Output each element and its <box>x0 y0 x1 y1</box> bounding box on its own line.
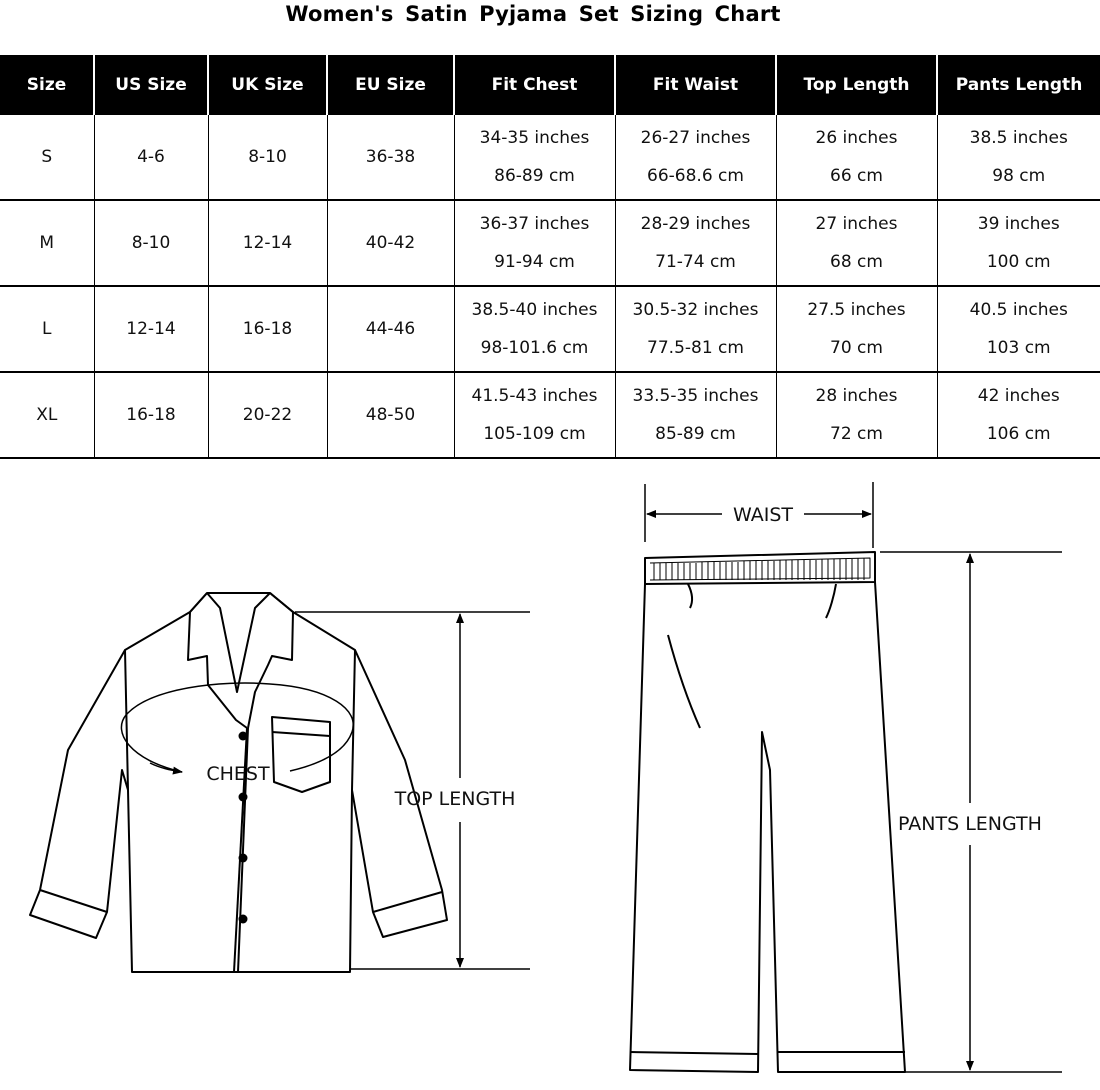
button-dot <box>239 854 248 863</box>
pants-length-cell <box>937 115 1100 200</box>
pants-length-label: PANTS LENGTH <box>898 813 1042 835</box>
top-length-cell <box>776 200 937 286</box>
pants-icon <box>630 552 905 1072</box>
top-length-cell <box>776 372 937 458</box>
size-cell: M <box>0 200 94 286</box>
size-cell: XL <box>0 372 94 458</box>
top-cm: 66 cm <box>830 166 883 186</box>
pants-cm: 98 cm <box>992 166 1046 186</box>
fit-waist-cell <box>615 115 776 200</box>
uk-size-cell: 20-22 <box>208 372 327 458</box>
eu-size-cell: 48-50 <box>327 372 454 458</box>
us-size-cell: 12-14 <box>94 286 208 372</box>
top-inches: 26 inches <box>815 128 898 148</box>
chest-inches: 36-37 inches <box>479 214 590 234</box>
waist-inches: 30.5-32 inches <box>632 300 759 320</box>
pants-inches: 38.5 inches <box>969 128 1068 148</box>
pants-inches: 39 inches <box>977 214 1060 234</box>
top-length-label: TOP LENGTH <box>394 788 516 810</box>
column-header-us-size: US Size <box>94 55 208 115</box>
chest-inches: 34-35 inches <box>479 128 590 148</box>
waist-measure <box>645 482 873 548</box>
pants-cm: 106 cm <box>986 424 1051 444</box>
us-size-cell: 16-18 <box>94 372 208 458</box>
pants-inches: 40.5 inches <box>969 300 1068 320</box>
table-row <box>0 200 1100 286</box>
top-cm: 72 cm <box>830 424 883 444</box>
column-header-fit-chest: Fit Chest <box>454 55 615 115</box>
waist-inches: 28-29 inches <box>640 214 751 234</box>
fit-chest-cell <box>454 115 615 200</box>
fit-chest-cell <box>454 286 615 372</box>
waist-label: WAIST <box>732 504 794 526</box>
top-inches: 28 inches <box>815 386 898 406</box>
pants-length-cell <box>937 286 1100 372</box>
pants-length-cell <box>937 372 1100 458</box>
size-cell: L <box>0 286 94 372</box>
sizing-table <box>0 55 1100 459</box>
waist-inches: 26-27 inches <box>640 128 751 148</box>
fit-waist-cell <box>615 286 776 372</box>
waist-cm: 66-68.6 cm <box>647 166 744 186</box>
table-row <box>0 286 1100 372</box>
pants-cm: 100 cm <box>986 252 1051 272</box>
eu-size-cell: 40-42 <box>327 200 454 286</box>
chest-inches: 41.5-43 inches <box>471 386 598 406</box>
column-header-fit-waist: Fit Waist <box>615 55 776 115</box>
uk-size-cell: 16-18 <box>208 286 327 372</box>
pants-inches: 42 inches <box>977 386 1060 406</box>
button-dot <box>239 732 248 741</box>
chest-cm: 105-109 cm <box>483 424 586 444</box>
fit-chest-cell <box>454 372 615 458</box>
top-inches: 27 inches <box>815 214 898 234</box>
table-row <box>0 372 1100 458</box>
eu-size-cell: 44-46 <box>327 286 454 372</box>
page-title: Women's Satin Pyjama Set Sizing Chart <box>285 2 781 26</box>
button-dot <box>239 793 248 802</box>
chest-cm: 86-89 cm <box>494 166 575 186</box>
waist-cm: 77.5-81 cm <box>647 338 744 358</box>
button-dot <box>239 915 248 924</box>
chest-label: CHEST <box>206 763 270 785</box>
column-header-size: Size <box>0 55 94 115</box>
table-row <box>0 115 1100 200</box>
chest-cm: 91-94 cm <box>494 252 575 272</box>
column-header-eu-size: EU Size <box>327 55 454 115</box>
column-header-uk-size: UK Size <box>208 55 327 115</box>
column-header-pants-length: Pants Length <box>937 55 1100 115</box>
waist-cm: 71-74 cm <box>655 252 736 272</box>
uk-size-cell: 8-10 <box>208 115 327 200</box>
waist-cm: 85-89 cm <box>655 424 736 444</box>
uk-size-cell: 12-14 <box>208 200 327 286</box>
chest-cm: 98-101.6 cm <box>480 338 589 358</box>
size-cell: S <box>0 115 94 200</box>
pants-length-measure <box>880 552 1062 1072</box>
top-length-cell <box>776 286 937 372</box>
top-length-cell <box>776 115 937 200</box>
waist-inches: 33.5-35 inches <box>632 386 759 406</box>
pants-length-cell <box>937 200 1100 286</box>
fit-waist-cell <box>615 372 776 458</box>
measurement-diagram <box>0 460 1100 1090</box>
pants-cm: 103 cm <box>986 338 1051 358</box>
top-cm: 70 cm <box>830 338 883 358</box>
chest-inches: 38.5-40 inches <box>471 300 598 320</box>
table-header-row <box>0 55 1100 115</box>
fit-waist-cell <box>615 200 776 286</box>
column-header-top-length: Top Length <box>776 55 937 115</box>
eu-size-cell: 36-38 <box>327 115 454 200</box>
fit-chest-cell <box>454 200 615 286</box>
us-size-cell: 8-10 <box>94 200 208 286</box>
top-inches: 27.5 inches <box>807 300 906 320</box>
us-size-cell: 4-6 <box>94 115 208 200</box>
top-cm: 68 cm <box>830 252 883 272</box>
